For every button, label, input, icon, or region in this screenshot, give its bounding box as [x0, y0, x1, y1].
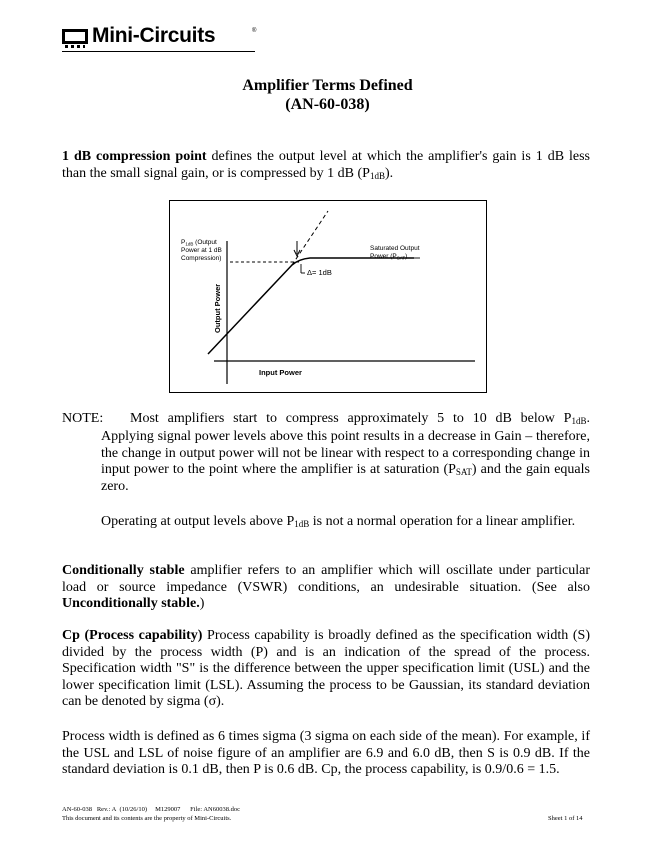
process-capability-term: Cp (Process capability): [62, 628, 203, 643]
note-lead: NOTE:: [62, 411, 104, 426]
unconditionally-stable-ref: Unconditionally stable.: [62, 596, 200, 612]
compression-end: ).: [384, 165, 394, 181]
logo-underline: [62, 51, 255, 52]
conditionally-stable-paragraph: Conditionally stable amplifier refers to an amplifier which will oscillate under particular load or source impedance (VSWR) conditions, an undesirable situation. (See also Unconditionally stable.): [62, 563, 590, 612]
page-title: Amplifier Terms Defined: [242, 77, 413, 94]
footer-sheet: Sheet 1 of 14: [548, 815, 583, 822]
process-width-paragraph: Process width is defined as 6 times sigma (3 sigma on each side of the mean). For example, if the USL and LSL of noise figure of an amplifier are 6.9 and 6.0 dB, then S is 0.9 dB. If the standard deviation is 0.1 dB, then P is 0.6 dB. Cp, the process capability, is 0.9/0.6 = 1.5.: [62, 729, 590, 778]
y-axis-label: Output Power: [213, 283, 222, 333]
note-body: Applying signal power levels above this point results in a decrease in Gain – therefore, the change in output power will not be linear with respect to a corresponding change in input power to the point where the amplifier is at saturation $(P_{SAT})$ and the gain equals zero.: [101, 429, 590, 494]
compression-sub: 1dB: [369, 170, 385, 181]
logo-feet-icon: [65, 45, 85, 48]
compression-chart: [170, 201, 488, 394]
conditionally-stable-term: Conditionally stable: [62, 563, 185, 578]
compression-text: defines the output level at which the amplifier's gain is 1 dB less than the small signal gain, or is compressed by 1 dB (P: [62, 149, 590, 181]
delta-label: Δ= 1dB: [307, 268, 332, 277]
note-line1: Most amplifiers start to compress approximately 5 to 10 dB below $P_{1dB}$.: [130, 411, 590, 426]
compression-figure: [169, 200, 487, 393]
p1db-label-line3: Compression): [181, 255, 222, 262]
linear-extrapolation: [292, 211, 328, 265]
process-capability-paragraph: Cp (Process capability) Process capability is broadly defined as the specification width (S) divided by the process width (P) and is an indication of the spread of the process. Specification width "S" is the difference between the upper specification limit (USL) and the lower specification limit (LSL). Assuming the process to be Gaussian, its standard deviation can be denoted by sigma (σ).: [62, 628, 590, 710]
footer-doc-info: AN-60-038 Rev.: A (10/26/10) M129007 File: AN60038.doc: [62, 806, 240, 813]
footer-notice: This document and its contents are the property of Mini-Circuits.: [62, 815, 232, 822]
sat-label-line2: Power $(P_{SAT})$: [370, 253, 408, 261]
note-operating-paragraph: Operating at output levels above $P_{1dB}$ is not a normal operation for a linear amplifier.: [101, 514, 576, 529]
p1db-label-line1: $P_{1dB}$ (Output: [181, 239, 217, 247]
sat-label-line1: Saturated Output: [370, 245, 420, 252]
logo-text: Mini-Circuits: [92, 24, 216, 47]
x-axis-label: Input Power: [259, 368, 302, 377]
page-subtitle: (AN-60-038): [285, 96, 370, 113]
mini-circuits-logo: [62, 26, 257, 52]
p1db-label-line2: Power at 1 dB: [181, 247, 222, 254]
logo-registered-mark: ®: [252, 28, 257, 34]
logo-box-icon: [62, 29, 88, 44]
compression-term: 1 dB compression point: [62, 149, 207, 164]
compression-paragraph: [62, 149, 590, 182]
